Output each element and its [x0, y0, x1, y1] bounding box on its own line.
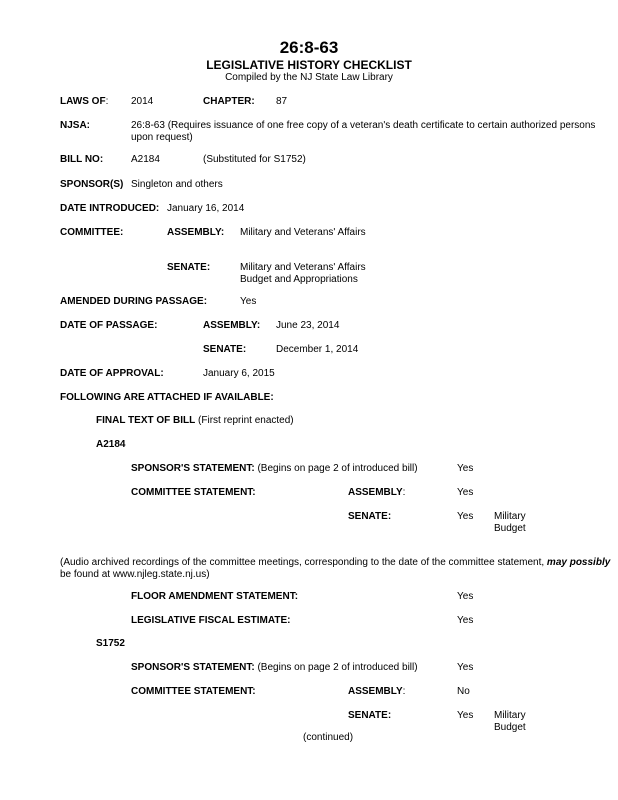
- a2184-senate-value: Yes: [457, 511, 474, 522]
- approval-label: DATE OF APPROVAL:: [60, 368, 164, 379]
- s1752-sponsor-statement: SPONSOR'S STATEMENT: (Begins on page 2 of introduced bill): [131, 662, 418, 673]
- committee-label: COMMITTEE:: [60, 227, 124, 238]
- final-text-note: (First reprint enacted): [198, 415, 294, 426]
- laws-of-value: 2014: [131, 96, 154, 107]
- s1752-assembly-value: No: [457, 686, 470, 697]
- chapter-label: CHAPTER:: [203, 96, 255, 107]
- s1752-assembly-label: ASSEMBLY:: [348, 686, 406, 697]
- final-text-line: [96, 415, 294, 427]
- committee-senate-label: SENATE:: [167, 262, 211, 273]
- s1752-senate-committee-2: Budget: [494, 722, 526, 733]
- approval-value: January 6, 2015: [203, 368, 275, 379]
- attached-heading: FOLLOWING ARE ATTACHED IF AVAILABLE:: [60, 392, 274, 403]
- final-text-label: FINAL TEXT OF BILL: [96, 415, 196, 426]
- bill-no-label: BILL NO:: [60, 154, 104, 165]
- s1752-bill-label: S1752: [96, 638, 125, 649]
- passage-senate-value: December 1, 2014: [276, 344, 359, 355]
- floor-amendment-label: FLOOR AMENDMENT STATEMENT:: [131, 591, 299, 602]
- a2184-assembly-label: ASSEMBLY:: [348, 487, 406, 498]
- fiscal-estimate-value: Yes: [457, 615, 474, 626]
- s1752-senate-label: SENATE:: [348, 710, 392, 721]
- s1752-senate-committee-1: Military: [494, 710, 526, 721]
- committee-assembly-label: ASSEMBLY:: [167, 227, 225, 238]
- committee-senate-value-1: Military and Veterans' Affairs: [240, 262, 366, 273]
- date-introduced-label: DATE INTRODUCED:: [60, 203, 160, 214]
- njsa-value-line2: upon request): [131, 132, 193, 143]
- floor-amendment-value: Yes: [457, 591, 474, 602]
- laws-of-label: LAWS OF:: [60, 96, 109, 107]
- fiscal-estimate-label: LEGISLATIVE FISCAL ESTIMATE:: [131, 615, 291, 626]
- passage-assembly-label: ASSEMBLY:: [203, 320, 261, 331]
- a2184-senate-label: SENATE:: [348, 511, 392, 522]
- s1752-sponsor-statement-value: Yes: [457, 662, 474, 673]
- continued-note: (continued): [303, 732, 354, 743]
- s1752-senate-value: Yes: [457, 710, 474, 721]
- page-title: 26:8-63: [279, 38, 339, 57]
- passage-senate-label: SENATE:: [203, 344, 247, 355]
- a2184-sponsor-statement-value: Yes: [457, 463, 474, 474]
- njsa-label: NJSA:: [60, 120, 91, 131]
- audio-note-emphasis: may possibly: [546, 557, 611, 568]
- a2184-senate-committee-2: Budget: [494, 523, 526, 534]
- chapter-value: 87: [276, 96, 288, 107]
- a2184-sponsor-statement: SPONSOR'S STATEMENT: (Begins on page 2 of introduced bill): [131, 463, 418, 474]
- audio-note-line2: be found at www.njleg.state.nj.us): [60, 569, 210, 580]
- a2184-senate-committee-1: Military: [494, 511, 526, 522]
- date-introduced-value: January 16, 2014: [167, 203, 245, 214]
- sponsors-label: SPONSOR(S): [60, 179, 124, 190]
- a2184-assembly-value: Yes: [457, 487, 474, 498]
- s1752-committee-statement-label: COMMITTEE STATEMENT:: [131, 686, 256, 697]
- compiled-by: Compiled by the NJ State Law Library: [225, 72, 393, 83]
- checklist-subtitle: LEGISLATIVE HISTORY CHECKLIST: [206, 58, 412, 72]
- passage-assembly-value: June 23, 2014: [276, 320, 340, 331]
- amended-label: AMENDED DURING PASSAGE:: [60, 296, 208, 307]
- audio-note-line1: (Audio archived recordings of the committee meetings, corresponding to the date of the committee statement, may possibly: [60, 557, 611, 568]
- sponsors-value: Singleton and others: [131, 179, 223, 190]
- committee-senate-value-2: Budget and Appropriations: [240, 274, 358, 285]
- bill-no-note: (Substituted for S1752): [203, 154, 306, 165]
- a2184-committee-statement-label: COMMITTEE STATEMENT:: [131, 487, 256, 498]
- bill-no-value: A2184: [131, 154, 160, 165]
- passage-label: DATE OF PASSAGE:: [60, 320, 158, 331]
- njsa-value-line1: 26:8-63 (Requires issuance of one free copy of a veteran's death certificate to certain authorized persons: [131, 120, 596, 131]
- amended-value: Yes: [240, 296, 257, 307]
- a2184-bill-label: A2184: [96, 439, 126, 450]
- committee-assembly-value: Military and Veterans' Affairs: [240, 227, 366, 238]
